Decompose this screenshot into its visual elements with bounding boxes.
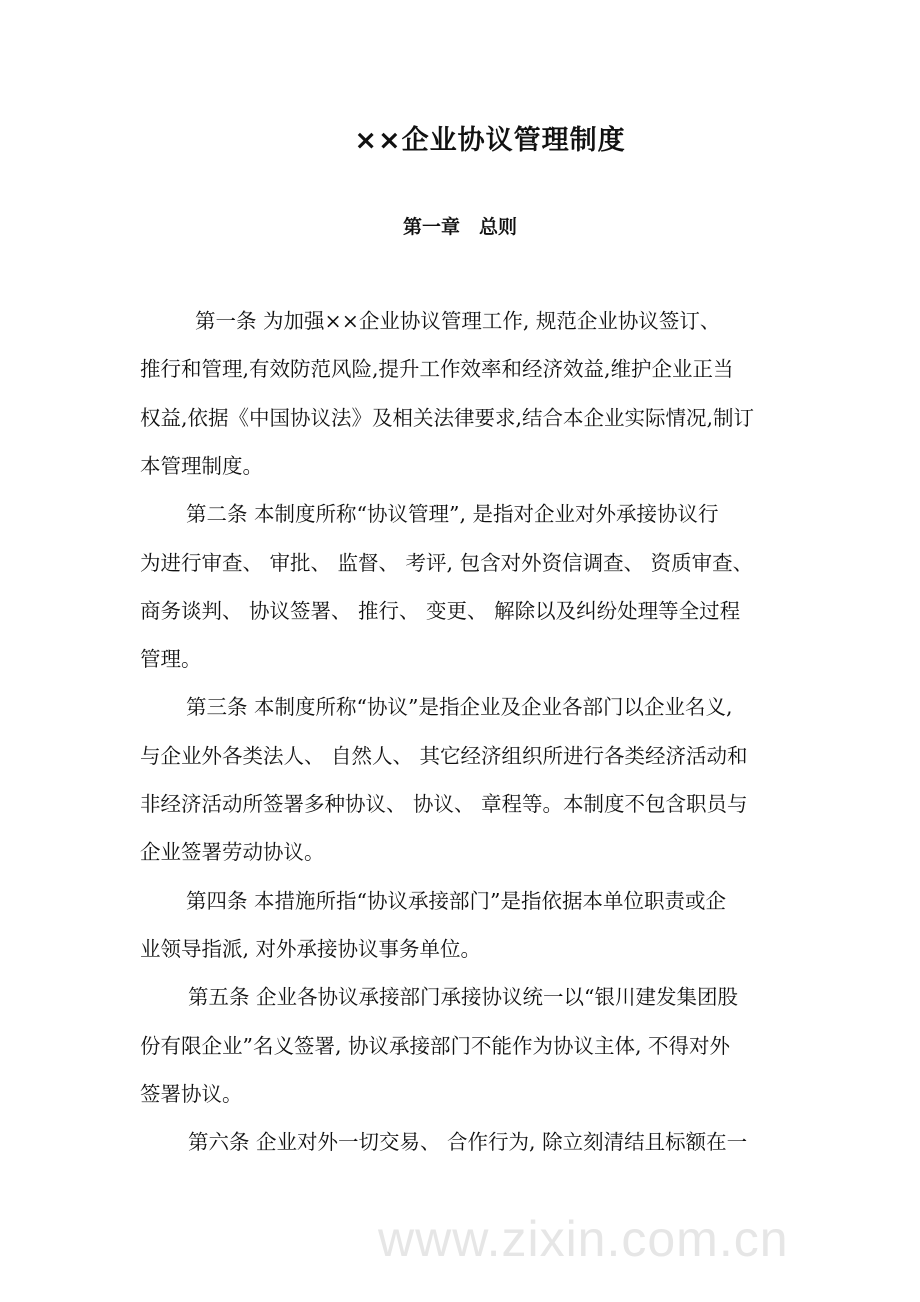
- article-first-line: 第六条 企业对外一切交易、 合作行为, 除立刻清结且标额在一: [188, 1130, 748, 1155]
- article-first-line: 第四条 本措施所指“协议承接部门”是指依据本单位职责或企: [186, 888, 726, 913]
- paragraph-line: 商务谈判、 协议签署、 推行、 变更、 解除以及纠纷处理等全过程: [140, 598, 741, 623]
- paragraph-line: 管理。: [140, 647, 202, 672]
- paragraph-line: 推行和管理,有效防范风险,提升工作效率和经济效益,维护企业正当: [140, 357, 734, 382]
- article-first-line: 第二条 本制度所称“协议管理”, 是指对企业对外承接协议行: [186, 502, 719, 527]
- paragraph-line: 为进行审查、 审批、 监督、 考评, 包含对外资信调查、 资质审查、: [140, 550, 754, 575]
- paragraph-line: 签署协议。: [140, 1081, 243, 1106]
- paragraph-line: 本管理制度。: [140, 453, 263, 478]
- paragraph-line: 业领导指派, 对外承接协议事务单位。: [140, 936, 482, 961]
- chapter-heading: 第一章 总则: [402, 216, 517, 238]
- document-title: ××企业协议管理制度: [354, 125, 626, 156]
- article-first-line: 第三条 本制度所称“协议”是指企业及企业各部门以企业名义,: [186, 695, 733, 720]
- paragraph-line: 企业签署劳动协议。: [140, 840, 325, 865]
- paragraph-line: 非经济活动所签署多种协议、 协议、 章程等。本制度不包含职员与: [140, 792, 748, 816]
- watermark: www.zixin.com.cn: [378, 1211, 789, 1267]
- article-first-line: 第一条 为加强××企业协议管理工作, 规范企业协议签订、: [195, 309, 721, 333]
- article-first-line: 第五条 企业各协议承接部门承接协议统一以“银川建发集团股: [188, 985, 738, 1010]
- paragraph-line: 份有限企业”名义签署, 协议承接部门不能作为协议主体, 不得对外: [140, 1033, 731, 1058]
- paragraph-line: 权益,依据《中国协议法》及相关法律要求,结合本企业实际情况,制订: [140, 405, 755, 430]
- paragraph-line: 与企业外各类法人、 自然人、 其它经济组织所进行各类经济活动和: [140, 743, 748, 768]
